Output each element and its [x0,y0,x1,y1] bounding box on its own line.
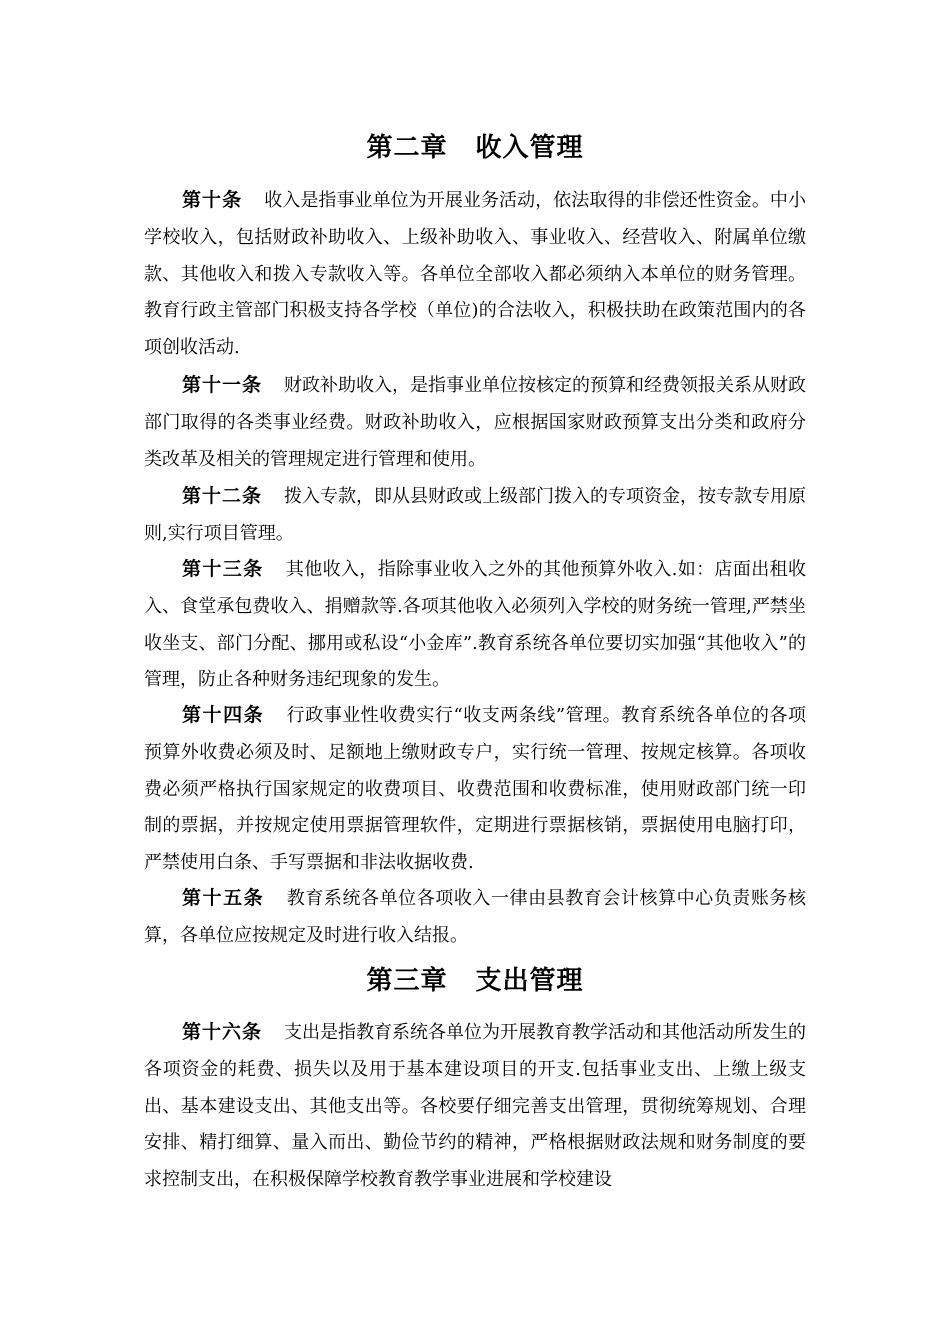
article-12 [144,478,806,553]
article-text: 拨入专款，即从县财政或上级部门拨入的专项资金，按专款专用原则,实行项目管理。 [144,486,807,544]
article-14 [144,697,806,882]
article-text: 支出是指教育系统各单位为开展教育教学活动和其他活动所发生的各项资金的耗费、损失以及用于基本建设项目的开支.包括事业支出、上缴上级支出、基本建设支出、其他支出等。各校要仔细完善支出管理，贯彻统筹规划、合理安排、精打细算、量入而出、勤俭节约的精神，严格根据财政法规和财务制度的要求控制支出，在积极保障学校教育教学事业进展和学校建设 [144,1022,807,1191]
article-13 [144,551,806,699]
article-16 [144,1014,806,1199]
chapter-number: 第三章 [366,966,448,996]
chapter-text: 支出管理 [475,966,584,996]
article-text: 其他收入，指除事业收入之外的其他预算外收入.如：店面出租收入、食堂承包费收入、捐赠款等.各项其他收入必须列入学校的财务统一管理,严禁坐收坐支、部门分配、挪用或私设“小金库”.教育系统各单位要切实加强“其他收入”的管理，防止各种财务违纪现象的发生。 [144,559,806,691]
article-11 [144,367,806,478]
chapter-text: 收入管理 [475,133,584,163]
article-10 [144,182,806,367]
article-label: 第十二条 [182,485,263,507]
article-text: 财政补助收入，是指事业单位按核定的预算和经费领报关系从财政部门取得的各类事业经费。财政补助收入，应根据国家财政预算支出分类和政府分类改革及相关的管理规定进行管理和使用。 [144,375,807,470]
article-label: 第十六条 [182,1021,263,1043]
chapter-number: 第二章 [366,133,448,163]
article-text: 收入是指事业单位为开展业务活动，依法取得的非偿还性资金。中小学校收入，包括财政补助收入、上级补助收入、事业收入、经营收入、附属单位缴款、其他收入和拨入专款收入等。各单位全部收入都必须纳入本单位的财务管理。教育行政主管部门积极支持各学校（单位)的合法收入，积极扶助在政策范围内的各项创收活动. [144,190,806,359]
article-label: 第十四条 [182,704,265,726]
article-label: 第十一条 [182,374,263,396]
article-text: 教育系统各单位各项收入一律由县教育会计核算中心负责账务核算，各单位应按规定及时进行收入结报。 [144,888,806,946]
chapter-title-2 [0,130,950,166]
article-label: 第十三条 [182,558,264,580]
chapter-title-3 [0,963,950,999]
article-text: 行政事业性收费实行“收支两条线”管理。教育系统各单位的各项预算外收费必须及时、足额地上缴财政专户，实行统一管理、按规定核算。各项收费必须严格执行国家规定的收费项目、收费范围和收费标准，使用财政部门统一印制的票据，并按规定使用票据管理软件，定期进行票据核销，票据使用电脑打印，严禁使用白条、手写票据和非法收据收费. [144,705,806,874]
article-label: 第十五条 [182,887,265,909]
article-label: 第十条 [182,189,243,211]
article-15 [144,880,806,955]
